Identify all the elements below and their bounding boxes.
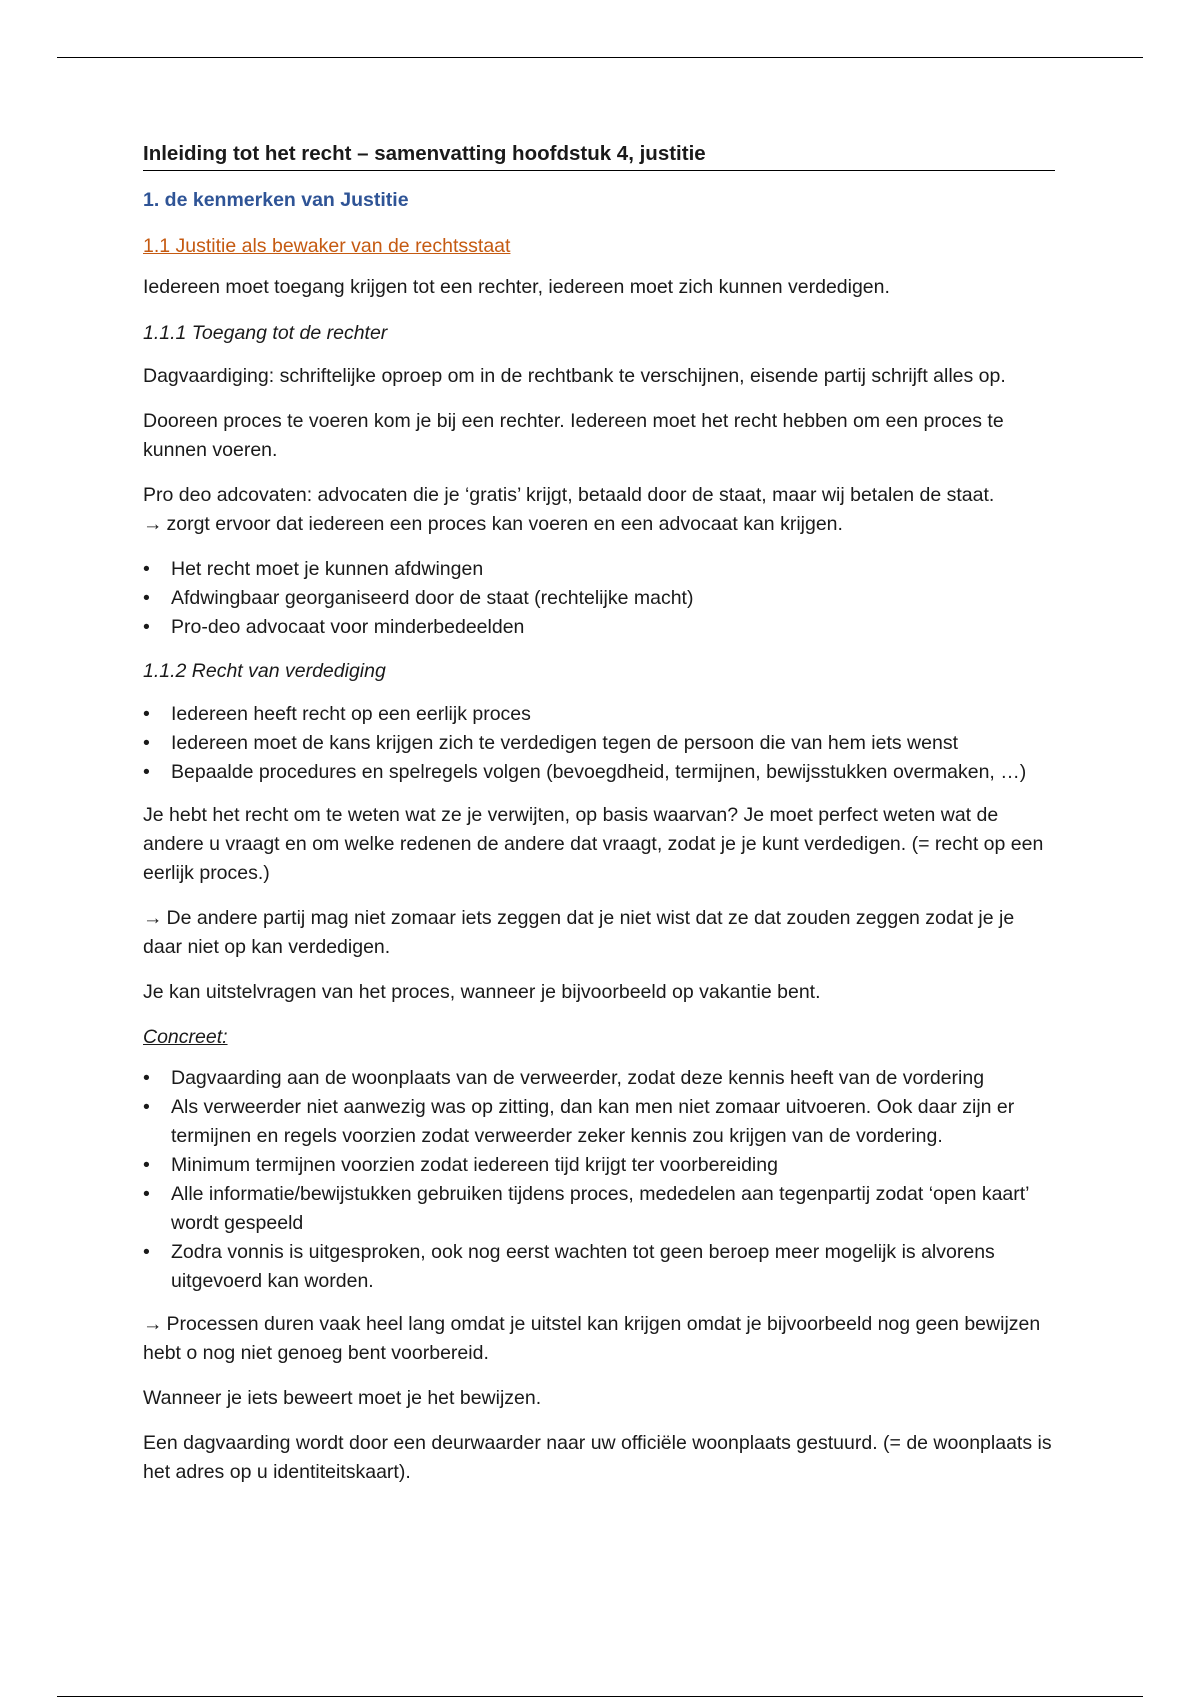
list-item: • Het recht moet je kunnen afdwingen [143,555,1055,584]
list-item: • Iedereen moet de kans krijgen zich te verdedigen tegen de persoon die van hem iets wenst [143,729,1055,758]
document-page [143,140,1055,1503]
list-item: • Bepaalde procedures en spelregels volgen (bevoegdheid, termijnen, bewijsstukken overmaken, …) [143,758,1055,787]
bullet-icon: • [143,732,150,754]
bullet-icon: • [143,1067,150,1089]
list-item: • Alle informatie/bewijstukken gebruiken tijdens proces, mededelen aan tegenpartij zodat ‘open kaart’ wordt gespeeld [143,1180,1055,1238]
label-concreet: Concreet: [143,1026,228,1048]
paragraph-uitstel: Je kan uitstelvragen van het proces, wanneer je bijvoorbeeld op vakantie bent. [143,981,821,1003]
list-item: • Dagvaarding aan de woonplaats van de verweerder, zodat deze kennis heeft van de vordering [143,1064,1055,1093]
paragraph-proces: Dooreen proces te voeren kom je bij een rechter. Iedereen moet het recht hebben om een proces te kunnen voeren. [143,410,1004,461]
paragraph-andere-partij: → De andere partij mag niet zomaar iets zeggen dat je niet wist dat ze dat zouden zeggen zodat je je daar niet op kan verdedigen. [143,907,1015,958]
bullet-icon: • [143,616,150,638]
paragraph-deurwaarder: Een dagvaarding wordt door een deurwaarder naar uw officiële woonplaats gestuurd. (= de woonplaats is het adres op u identiteitskaart). [143,1432,1052,1483]
list-item: • Minimum termijnen voorzien zodat iedereen tijd krijgt ter voorbereiding [143,1151,1055,1180]
list-item: • Iedereen heeft recht op een eerlijk proces [143,700,1055,729]
list-item: • Afdwingbaar georganiseerd door de staat (rechtelijke macht) [143,584,1055,613]
bullet-icon: • [143,703,150,725]
paragraph-intro: Iedereen moet toegang krijgen tot een rechter, iedereen moet zich kunnen verdedigen. [143,276,890,298]
bullet-list-recht [143,555,1055,642]
paragraph-prodeo-line2: zorgt ervoor dat iedereen een proces kan voeren en een advocaat kan krijgen. [166,513,843,535]
heading-section-1-1: 1.1 Justitie als bewaker van de rechtsstaat [143,235,511,257]
bullet-list-verdediging [143,700,1055,787]
list-item: • Zodra vonnis is uitgesproken, ook nog eerst wachten tot geen beroep meer mogelijk is alvorens uitgevoerd kan worden. [143,1238,1055,1296]
page-footer-rule [57,1696,1143,1697]
bullet-icon: • [143,1241,150,1263]
paragraph-dagvaardiging: Dagvaardiging: schriftelijke oproep om in de rechtbank te verschijnen, eisende partij schrijft alles op. [143,365,1006,387]
arrow-icon: → [143,907,163,929]
bullet-icon: • [143,761,150,783]
page-header-rule [57,57,1143,58]
list-item: • Pro-deo advocaat voor minderbedeelden [143,613,1055,642]
paragraph-verwijten: Je hebt het recht om te weten wat ze je verwijten, op basis waarvan? Je moet perfect weten wat de andere u vraagt en om welke redenen de andere dat vraagt, zodat je je kunt verdedigen. (= recht op een eerlijk proces.) [143,804,1044,884]
bullet-icon: • [143,1096,150,1118]
paragraph-prodeo [143,481,1055,539]
heading-section-1-1-2: 1.1.2 Recht van verdediging [143,660,386,682]
arrow-icon: → [143,1313,163,1335]
heading-section-1: 1. de kenmerken van Justitie [143,189,409,211]
document-title: Inleiding tot het recht – samenvatting hoofdstuk 4, justitie [143,140,1055,171]
bullet-icon: • [143,587,150,609]
bullet-icon: • [143,558,150,580]
paragraph-processen: → Processen duren vaak heel lang omdat je uitstel kan krijgen omdat je bijvoorbeeld nog geen bewijzen hebt o nog niet genoeg bent voorbereid. [143,1313,1041,1364]
paragraph-prodeo-line1: Pro deo adcovaten: advocaten die je ‘gratis’ krijgt, betaald door de staat, maar wij betalen de staat. [143,484,995,506]
arrow-icon: → [143,513,163,535]
list-item: • Als verweerder niet aanwezig was op zitting, dan kan men niet zomaar uitvoeren. Ook daar zijn er termijnen en regels voorzien zodat verweerder zeker kennis zou krijgen van de vordering. [143,1093,1055,1151]
heading-section-1-1-1: 1.1.1 Toegang tot de rechter [143,322,388,344]
bullet-icon: • [143,1154,150,1176]
bullet-list-concreet [143,1064,1055,1296]
paragraph-bewijzen: Wanneer je iets beweert moet je het bewijzen. [143,1387,542,1409]
bullet-icon: • [143,1183,150,1205]
